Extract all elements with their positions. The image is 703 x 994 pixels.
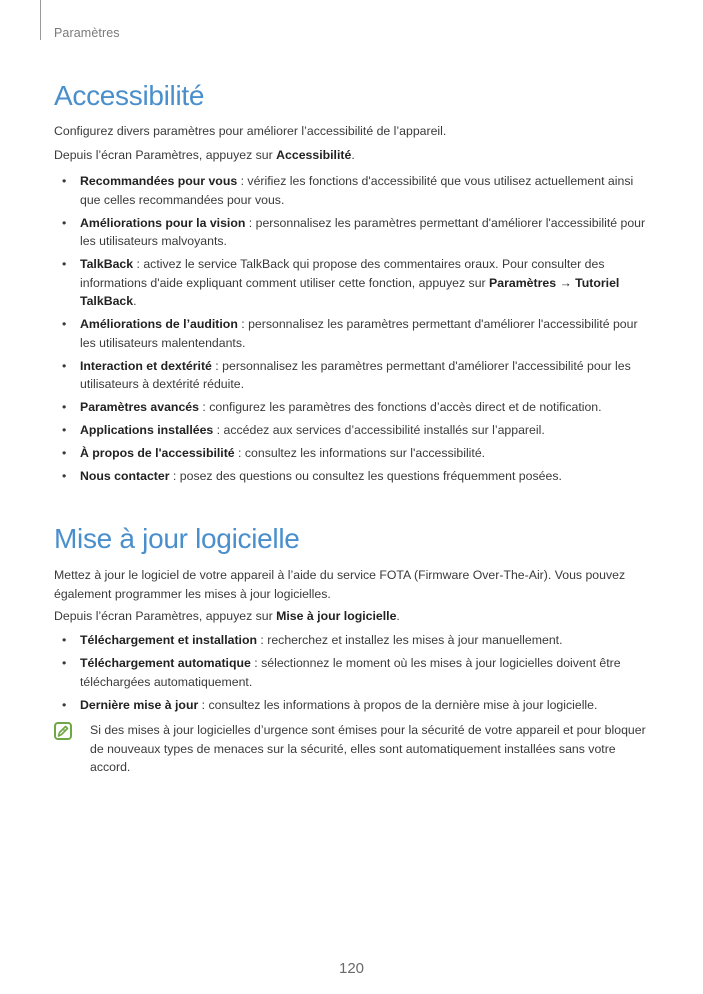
note-pencil-icon: [54, 722, 72, 740]
list-item: • TalkBack : activez le service TalkBack qui propose des commentaires oraux. Pour consulter des informations d'aide expliquant comment utiliser cette fonction, appuyez sur Paramètres → Tutoriel TalkBack.: [62, 257, 620, 308]
list-item: • Nous contacter : posez des questions ou consultez les questions fréquemment posées.: [62, 469, 562, 483]
note-text: Si des mises à jour logicielles d’urgence sont émises pour la sécurité de votre appareil et pour bloquer de nouveaux types de menaces sur la sécurité, elles sont automatiquement installées sans votre accord.: [90, 723, 646, 774]
list-item: • Améliorations pour la vision : personnalisez les paramètres permettant d'améliorer l'accessibilité pour les utilisateurs malvoyants.: [62, 215, 646, 248]
accessibility-list: [54, 172, 654, 490]
list-item: • Téléchargement automatique : sélectionnez le moment où les mises à jour logicielles doivent être téléchargées automatiquement.: [62, 656, 621, 689]
software-update-intro: Mettez à jour le logiciel de votre appareil à l’aide du service FOTA (Firmware Over-The-Air). Vous pouvez également programmer les mises à jour logicielles.: [54, 568, 626, 601]
list-item: • Interaction et dextérité : personnalisez les paramètres permettant d'améliorer l'accessibilité pour les utilisateurs à dextérité réduite.: [62, 358, 631, 391]
software-update-path-target: Mise à jour logicielle: [276, 609, 397, 623]
accessibility-intro: Configurez divers paramètres pour améliorer l’accessibilité de l’appareil.: [54, 124, 447, 138]
list-item: • Applications installées : accédez aux services d’accessibilité installés sur l’appareil.: [62, 423, 545, 437]
accessibility-path: Depuis l’écran Paramètres, appuyez sur Accessibilité.: [54, 147, 355, 162]
software-update-list: [54, 631, 654, 719]
section-label: Paramètres: [54, 26, 120, 40]
software-update-path: Depuis l’écran Paramètres, appuyez sur Mise à jour logicielle.: [54, 609, 400, 623]
list-item: • Recommandées pour vous : vérifiez les fonctions d'accessibilité que vous utilisez actuellement ainsi que celles recommandées pour vous.: [62, 174, 634, 207]
accessibility-heading: Accessibilité: [54, 80, 205, 111]
list-item: • Dernière mise à jour : consultez les informations à propos de la dernière mise à jour logicielle.: [62, 697, 598, 712]
list-item: • À propos de l'accessibilité : consultez les informations sur l'accessibilité.: [62, 446, 486, 460]
list-item: • Améliorations de l’audition : personnalisez les paramètres permettant d'améliorer l'accessibilité pour les utilisateurs malentendants.: [62, 317, 638, 350]
list-item: • Paramètres avancés : configurez les paramètres des fonctions d’accès direct et de notification.: [62, 400, 602, 414]
header-divider: [40, 0, 41, 40]
software-update-intro-block: [54, 566, 654, 626]
accessibility-intro-block: [54, 122, 654, 164]
note-callout: [54, 721, 654, 777]
list-item: • Téléchargement et installation : recherchez et installez les mises à jour manuellement.: [62, 633, 563, 647]
accessibility-path-target: Accessibilité: [276, 147, 352, 162]
page-number: 120: [338, 960, 365, 977]
software-update-heading: Mise à jour logicielle: [54, 523, 300, 554]
